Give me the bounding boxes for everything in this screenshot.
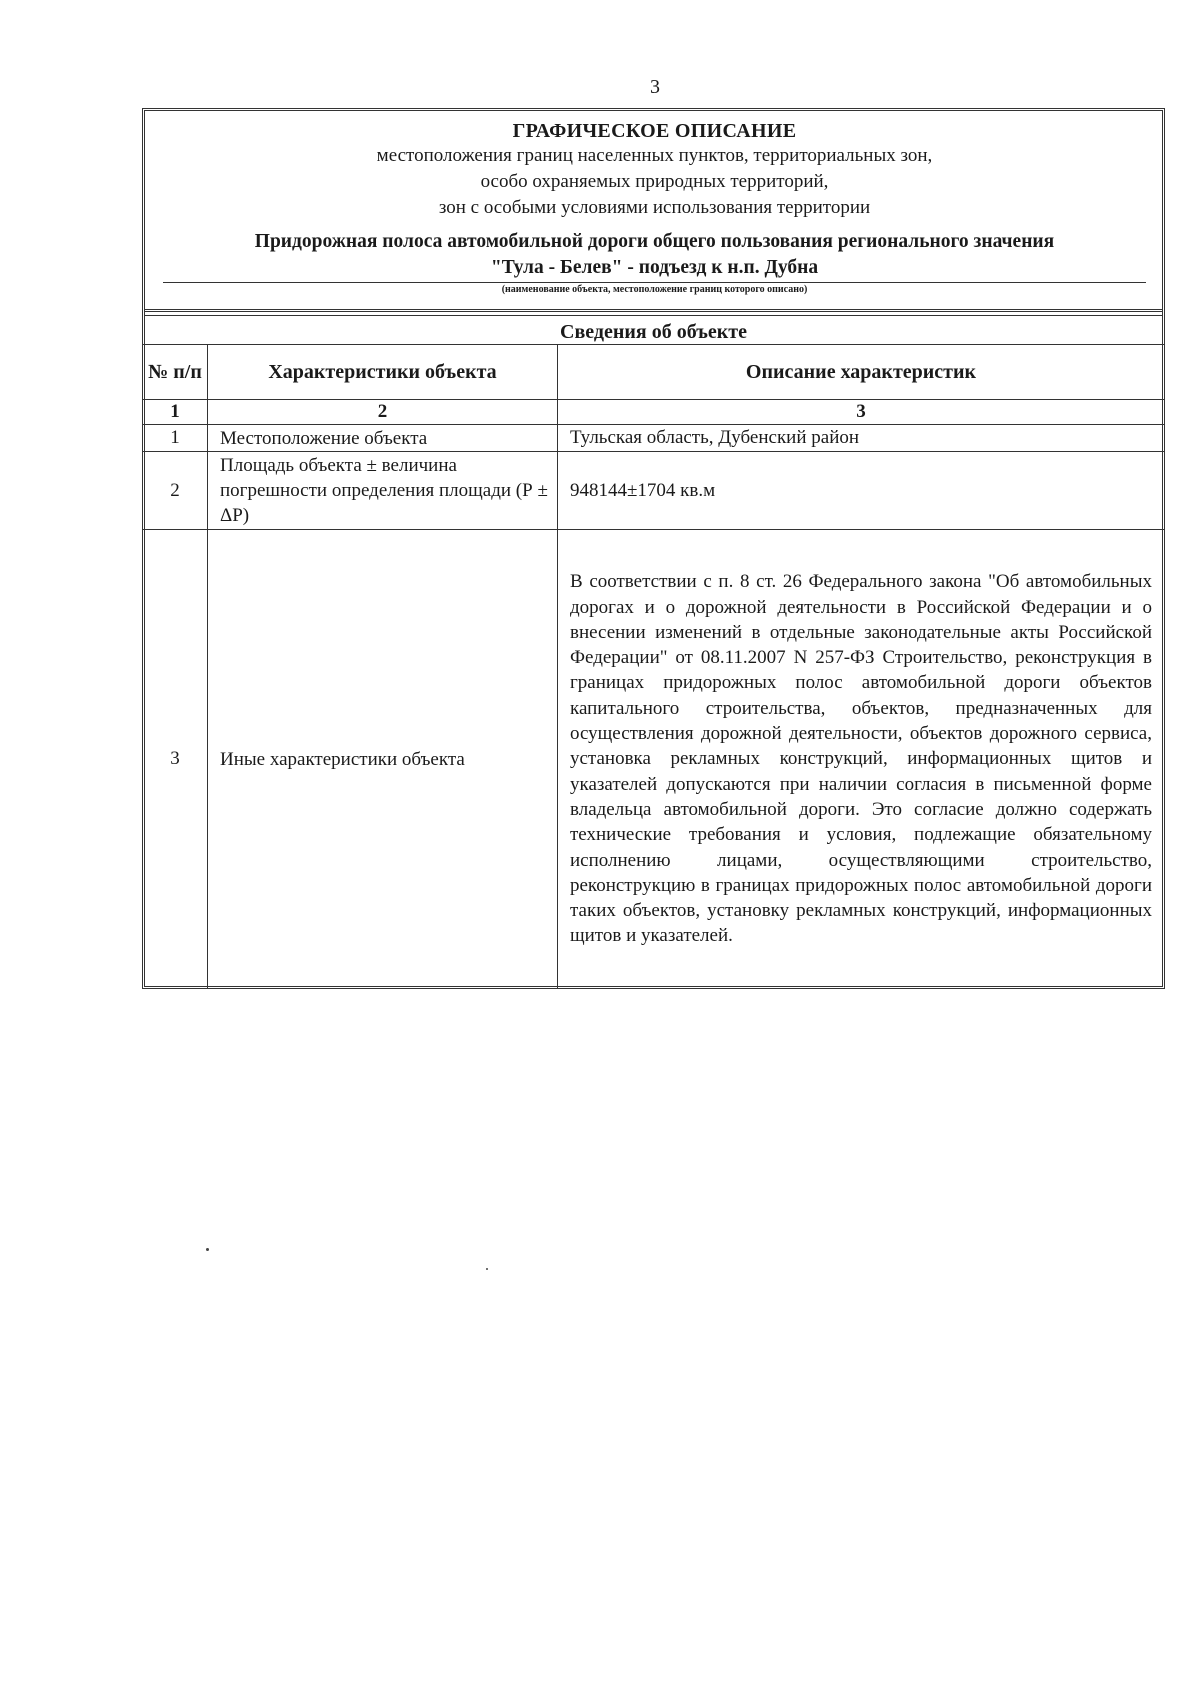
subtitle-line-2: особо охраняемых природных территорий, (480, 171, 829, 192)
table-header-row (143, 345, 1165, 400)
section-title: Сведения об объекте (145, 315, 1162, 349)
row-description: 948144±1704 кв.м (558, 452, 1165, 530)
object-name-line-1: Придорожная полоса автомобильной дороги общего пользования регионального значения (254, 231, 1055, 252)
subtitle-line-3: зон с особыми условиями использования территории (438, 197, 871, 218)
object-name-caption: (наименование объекта, местоположение границ которого описано) (501, 284, 808, 295)
column-number-3: 3 (558, 400, 1165, 425)
header-number: № п/п (143, 345, 208, 400)
subtitle-line-1: местоположения границ населенных пунктов, территориальных зон, (376, 145, 933, 166)
document-header (153, 117, 1156, 297)
row-description: В соответствии с п. 8 ст. 26 Федерального закона "Об автомобильных дорогах и о дорожной деятельности в Российской Федерации и о внесении изменений в отдельные законодательные акты Российской Федерации" от 08.11.2007 N 257-ФЗ Строительство, реконструкция в границах придорожных полос автомобильной дороги объектов капитального строительства, объектов, предназначенных для осуществления дорожной деятельности, объектов дорожного сервиса, установка рекламных конструкций, информационных щитов и указателей допускаются при наличии согласия в письменной форме владельца автомобильной дороги. Это согласие должно содержать технические требования и условия, подлежащие обязательному исполнению лицами, осуществляющими строительство, реконструкцию в границах придорожных полос автомобильной дороги таких объектов, установку рекламных конструкций, информационных щитов и указателей. (558, 530, 1165, 989)
table-row (143, 452, 1165, 530)
row-characteristic: Иные характеристики объекта (208, 530, 558, 989)
document-frame (142, 108, 1165, 989)
header-description: Описание характеристик (558, 345, 1165, 400)
row-characteristic: Местоположение объекта (208, 425, 558, 452)
row-number: 2 (143, 452, 208, 530)
row-description: Тульская область, Дубенский район (558, 425, 1165, 452)
document-title: ГРАФИЧЕСКОЕ ОПИСАНИЕ (512, 120, 797, 142)
column-number-1: 1 (143, 400, 208, 425)
row-characteristic: Площадь объекта ± величина погрешности определения площади (Р ± ΔР) (208, 452, 558, 530)
table-column-numbers-row (143, 400, 1165, 425)
row-number: 1 (143, 425, 208, 452)
header-divider (145, 309, 1162, 312)
table-row (143, 530, 1165, 989)
column-number-2: 2 (208, 400, 558, 425)
header-characteristic: Характеристики объекта (208, 345, 558, 400)
page-number: 3 (650, 76, 660, 98)
row-number: 3 (143, 530, 208, 989)
scan-speck (486, 1268, 488, 1270)
object-info-table (142, 344, 1165, 989)
table-row (143, 425, 1165, 452)
scan-speck (206, 1248, 209, 1251)
object-name-line-2: "Тула - Белев" - подъезд к н.п. Дубна (490, 257, 819, 278)
